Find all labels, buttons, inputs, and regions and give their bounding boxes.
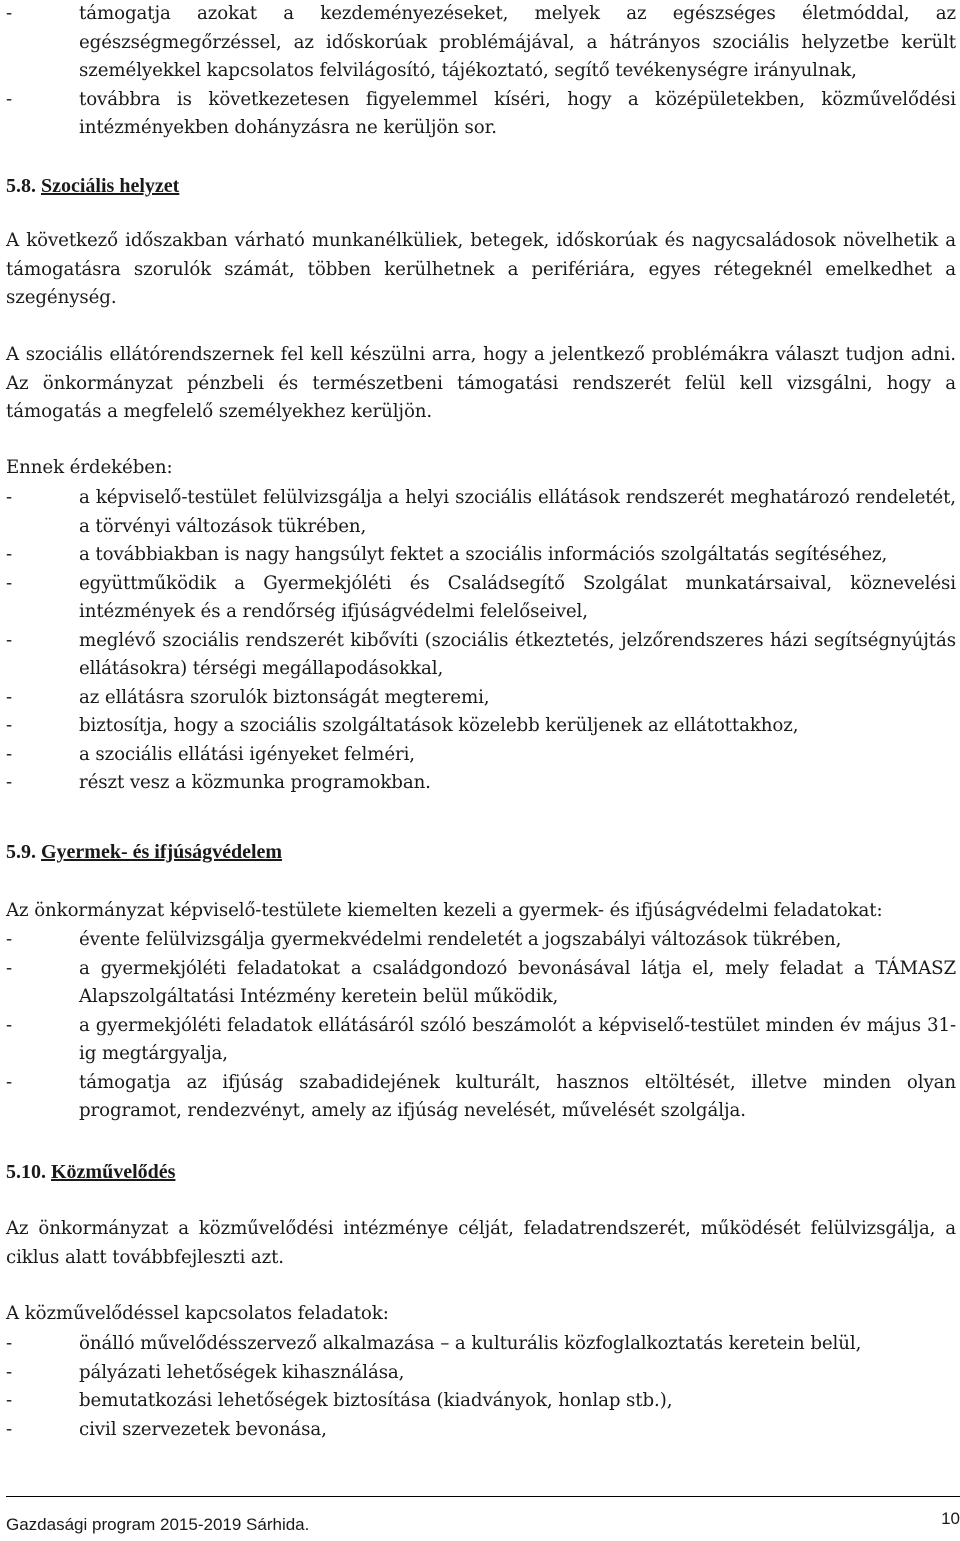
section-title: Közművelődés: [51, 1161, 176, 1183]
list-marker: -: [6, 487, 13, 508]
list-marker: -: [6, 544, 13, 565]
section-title: Gyermek- és ifjúságvédelem: [41, 841, 283, 863]
list-marker: -: [6, 1071, 13, 1093]
list-item: - évente felülvizsgálja gyermekvédelmi rendeletét a jogszabályi változások tükrében,: [6, 926, 956, 955]
intro-list: [6, 0, 956, 143]
list-item: - meglévő szociális rendszerét kibővíti (szociális étkeztetés, jelzőrendszeres házi segítségnyújtás ellátásokra) térségi megállapodásokkal,: [6, 627, 956, 684]
list-item: - részt vesz a közmunka programokban.: [6, 769, 956, 798]
footer-text: Gazdasági program 2015-2019 Sárhida.: [6, 1515, 310, 1534]
list-item: - a gyermekjóléti feladatokat a családgondozó bevonásával látja el, mely feladat a TÁMASZ Alapszolgáltatási Intézmény keretein belül működik,: [6, 955, 956, 1012]
document-page: [6, 0, 960, 1541]
list-item: - a továbbiakban is nagy hangsúlyt fektet a szociális információs szolgáltatás segítéséhez,: [6, 541, 956, 570]
child-protection-list: [6, 926, 956, 1126]
list-marker: -: [6, 1390, 13, 1411]
page-footer: [6, 1496, 960, 1534]
list-item: - együttműködik a Gyermekjóléti és Családsegítő Szolgálat munkatársaival, köznevelési intézmények és a rendőrség ifjúságvédelmi felelőseivel,: [6, 570, 956, 627]
section-number: 5.8.: [6, 175, 36, 197]
list-item: - az ellátásra szorulók biztonságát megteremi,: [6, 684, 956, 713]
list-marker: -: [6, 3, 13, 24]
list-item: - önálló művelődésszervező alkalmazása – a kulturális közfoglalkoztatás keretein belül,: [6, 1330, 956, 1359]
list-marker: -: [6, 572, 13, 594]
list-marker: -: [6, 772, 13, 793]
section-heading-5-8: [6, 172, 956, 200]
list-item: - a szociális ellátási igényeket felméri,: [6, 741, 956, 770]
list-marker: -: [6, 1418, 13, 1440]
paragraph: Az önkormányzat a közművelődési intézménye célját, feladatrendszerét, működését felülvizsgálja, a ciklus alatt továbbfejleszti azt.: [6, 1218, 956, 1268]
list-item: - támogatja azokat a kezdeményezéseket, melyek az egészséges életmóddal, az egészségmegőrzéssel, az időskorúak problémájával, a hátrányos szociális helyzetbe került személyekkel kapcsolatos felvilágosító, tájékoztató, segítő tevékenységre irányulnak,: [6, 0, 956, 86]
list-marker: -: [6, 1361, 13, 1383]
list-item: - bemutatkozási lehetőségek biztosítása (kiadványok, honlap stb.),: [6, 1387, 956, 1416]
section-number: 5.10.: [6, 1161, 46, 1183]
paragraph: A következő időszakban várható munkanélküliek, betegek, időskorúak és nagycsaládosok növelhetik a támogatásra szorulók számát, többen kerülhetnek a perifériára, egyes rétegeknél emelkedhet a szegénység.: [6, 230, 956, 308]
list-marker: -: [6, 1014, 13, 1036]
section-heading-5-10: [6, 1158, 956, 1186]
list-item: - a gyermekjóléti feladatok ellátásáról szóló beszámolót a képviselő-testület minden év május 31-ig megtárgyalja,: [6, 1012, 956, 1069]
social-measures-list: [6, 484, 956, 798]
paragraph: A szociális ellátórendszernek fel kell készülni arra, hogy a jelentkező problémákra választ tudjon adni. Az önkormányzat pénzbeli és természetbeni támogatási rendszerét felül kell vizsgálni, hogy a támogatás a megfelelő személyekhez kerüljön.: [6, 344, 956, 422]
culture-tasks-list: [6, 1330, 956, 1444]
section-heading-5-9: [6, 838, 956, 866]
list-item: - civil szervezetek bevonása,: [6, 1416, 956, 1445]
list-item: - biztosítja, hogy a szociális szolgáltatások közelebb kerüljenek az ellátottakhoz,: [6, 712, 956, 741]
list-marker: -: [6, 715, 13, 736]
page-number: 10: [941, 1509, 960, 1528]
paragraph-lead: A közművelődéssel kapcsolatos feladatok:: [6, 1303, 389, 1324]
list-marker: -: [6, 743, 13, 765]
paragraph-lead: Az önkormányzat képviselő-testülete kiemelten kezeli a gyermek- és ifjúságvédelmi feladatokat:: [6, 900, 883, 921]
list-marker: -: [6, 88, 13, 110]
list-marker: -: [6, 629, 13, 651]
paragraph-lead: Ennek érdekében:: [6, 457, 173, 478]
list-marker: -: [6, 1333, 13, 1354]
list-item: - a képviselő-testület felülvizsgálja a helyi szociális ellátások rendszerét meghatározó rendeletét, a törvényi változások tükrében,: [6, 484, 956, 541]
list-item: - pályázati lehetőségek kihasználása,: [6, 1359, 956, 1388]
list-marker: -: [6, 686, 13, 708]
section-title: Szociális helyzet: [41, 175, 180, 197]
list-marker: -: [6, 957, 13, 979]
list-item: - továbbra is következetesen figyelemmel kíséri, hogy a középületekben, közművelődési intézményekben dohányzásra ne kerüljön sor.: [6, 86, 956, 143]
section-number: 5.9.: [6, 841, 36, 863]
list-item: - támogatja az ifjúság szabadidejének kulturált, hasznos eltöltését, illetve minden olyan programot, rendezvényt, amely az ifjúság nevelését, művelését szolgálja.: [6, 1069, 956, 1126]
list-marker: -: [6, 929, 13, 950]
